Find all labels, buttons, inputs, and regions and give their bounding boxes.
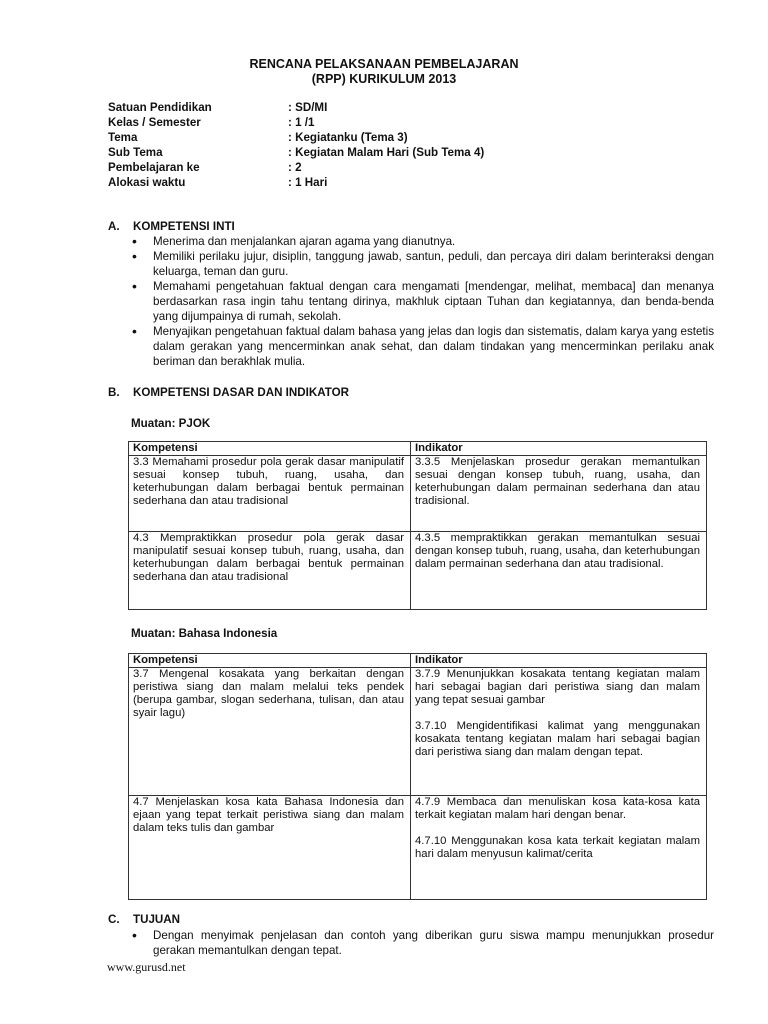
cell-text: 3.7 Mengenal kosakata yang berkaitan dengan peristiwa siang dan malam melalui teks pendek (berupa gambar, slogan sederhana, tulisan, dan atau syair lagu) xyxy=(133,668,404,719)
document-title-line1: RENCANA PELAKSANAAN PEMBELAJARAN xyxy=(249,57,519,71)
cell-text: 4.3 Mempraktikkan prosedur pola gerak dasar manipulatif sesuai konsep tubuh, ruang, usaha, dan keterhubungan dalam berbagai bentuk permainan sederhana dan atau tradisional xyxy=(133,532,404,583)
cell-text: 4.7.9 Membaca dan menuliskan kosa kata-kosa kata terkait kegiatan malam hari dengan benar. xyxy=(415,796,700,821)
column-header-indikator: Indikator xyxy=(411,654,707,668)
identity-value: : Kegiatanku (Tema 3) xyxy=(288,131,408,144)
identity-value: : Kegiatan Malam Hari (Sub Tema 4) xyxy=(288,146,485,159)
identity-value: : 2 xyxy=(288,161,302,174)
indikator-cell xyxy=(411,796,707,900)
column-header-kompetensi: Kompetensi xyxy=(129,654,411,668)
table-header-row xyxy=(129,442,707,456)
table-row xyxy=(129,796,707,900)
kompetensi-cell xyxy=(129,668,411,796)
table-header-row xyxy=(129,654,707,668)
section-c-list xyxy=(128,928,714,958)
table-row xyxy=(129,668,707,796)
muatan-pjok-label: Muatan: PJOK xyxy=(131,417,211,430)
cell-text: 4.7 Menjelaskan kosa kata Bahasa Indonesia dan ejaan yang tepat terkait peristiwa siang dan malam dalam teks tulis dan gambar xyxy=(133,796,404,834)
section-title: KOMPETENSI INTI xyxy=(133,220,235,233)
section-a-heading xyxy=(108,219,235,234)
indikator-cell xyxy=(411,456,707,532)
cell-text: 3.3 Memahami prosedur pola gerak dasar manipulatif sesuai konsep tubuh, ruang, usaha, dan keterhubungan dalam berbagai bentuk permainan sederhana dan atau tradisional xyxy=(133,456,404,507)
table-row xyxy=(129,532,707,610)
cell-text: 3.7.9 Menunjukkan kosakata tentang kegiatan malam hari sebagai bagian dari peristiwa siang dan malam yang tepat sesuai gambar xyxy=(415,668,700,706)
footer-watermark: www.gurusd.net xyxy=(107,960,186,974)
section-letter: A. xyxy=(108,220,120,233)
table-row xyxy=(129,456,707,532)
identity-value: : 1 /1 xyxy=(288,116,315,129)
indikator-cell xyxy=(411,668,707,796)
list-item: • Memiliki perilaku jujur, disiplin, tanggung jawab, santun, peduli, dan percaya diri dalam berinteraksi dengan keluarga, teman dan guru. xyxy=(128,249,714,279)
cell-text: 3.3.5 Menjelaskan prosedur gerakan memantulkan sesuai dengan konsep tubuh, ruang, usaha, dan keterhubungan dalam permainan sederhana dan atau tradisional. xyxy=(415,456,700,507)
kompetensi-cell xyxy=(129,456,411,532)
list-item: • Menerima dan menjalankan ajaran agama yang dianutnya. xyxy=(128,234,714,249)
identity-label: Satuan Pendidikan xyxy=(108,101,212,114)
identity-label: Tema xyxy=(108,131,138,144)
section-title: KOMPETENSI DASAR DAN INDIKATOR xyxy=(133,386,349,399)
kompetensi-cell xyxy=(129,796,411,900)
kompetensi-cell xyxy=(129,532,411,610)
section-c-heading xyxy=(108,912,180,927)
list-item: • Menyajikan pengetahuan faktual dalam bahasa yang jelas dan logis dan sistematis, dalam karya yang estetis dalam gerakan yang mencerminkan anak sehat, dan dalam tindakan yang mencerminkan perilaku anak beriman dan berakhlak mulia. xyxy=(128,324,714,369)
cell-text: 3.7.10 Mengidentifikasi kalimat yang menggunakan kosakata tentang kegiatan malam hari sebagai bagian dari peristiwa siang dan malam dengan tepat. xyxy=(415,720,700,758)
identity-value: : 1 Hari xyxy=(288,176,328,189)
indikator-cell xyxy=(411,532,707,610)
identity-label: Kelas / Semester xyxy=(108,116,201,129)
cell-text: 4.3.5 mempraktikkan gerakan memantulkan sesuai dengan konsep tubuh, ruang, usaha, dan keterhubungan dalam permainan sederhana dan atau tradisional. xyxy=(415,532,700,570)
pjok-table xyxy=(128,441,707,610)
section-a-list xyxy=(128,234,714,369)
identity-value: : SD/MI xyxy=(288,101,328,114)
identity-label: Alokasi waktu xyxy=(108,176,186,189)
list-item: • Dengan menyimak penjelasan dan contoh yang diberikan guru siswa mampu menunjukkan prosedur gerakan memantulkan dengan tepat. xyxy=(128,928,714,958)
document-title-line2: (RPP) KURIKULUM 2013 xyxy=(311,72,457,86)
identity-label: Sub Tema xyxy=(108,146,163,159)
column-header-indikator: Indikator xyxy=(411,442,707,456)
bindo-table xyxy=(128,653,707,900)
list-item: • Memahami pengetahuan faktual dengan cara mengamati [mendengar, melihat, membaca] dan menanya berdasarkan rasa ingin tahu tentang dirinya, makhluk ciptaan Tuhan dan kegiatannya, dan benda-benda yang dijumpainya di rumah, sekolah. xyxy=(128,279,714,324)
section-b-heading xyxy=(108,385,349,400)
section-letter: B. xyxy=(108,386,120,399)
cell-text: 4.7.10 Menggunakan kosa kata terkait kegiatan malam hari dalam menyusun kalimat/cerita xyxy=(415,835,700,860)
muatan-bindo-label: Muatan: Bahasa Indonesia xyxy=(131,627,278,640)
section-letter: C. xyxy=(108,913,120,926)
identity-label: Pembelajaran ke xyxy=(108,161,200,174)
section-title: TUJUAN xyxy=(133,913,181,926)
column-header-kompetensi: Kompetensi xyxy=(129,442,411,456)
